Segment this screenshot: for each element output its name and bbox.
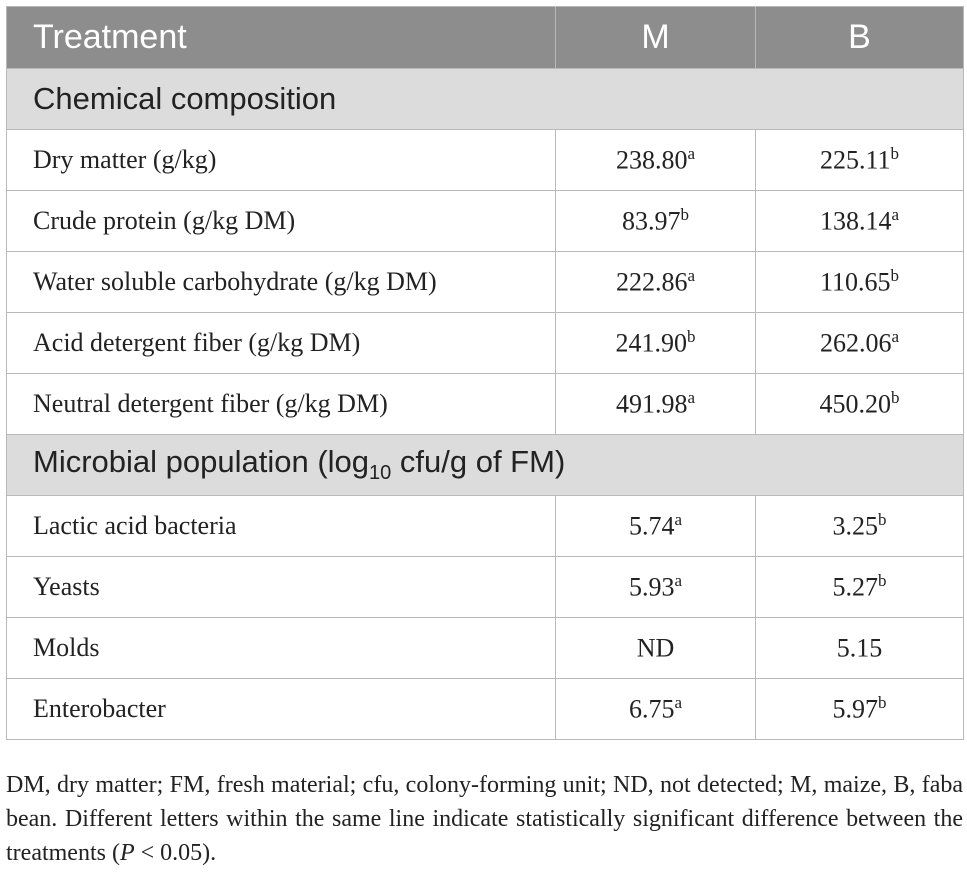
table-row — [7, 191, 964, 252]
section-chemical-composition — [7, 69, 964, 130]
row-label: Acid detergent fiber (g/kg DM) — [7, 313, 556, 374]
value-m: 5.74$^a$ — [556, 496, 756, 557]
row-label: Molds — [7, 618, 556, 679]
table-footnote: DM, dry matter; FM, fresh material; cfu, colony-forming unit; ND, not detected; M, maize, B, faba bean. Different letters within the same line indicate statistically significant difference between the treatments (P < 0.05). — [6, 772, 963, 866]
row-label: Water soluble carbohydrate (g/kg DM) — [7, 252, 556, 313]
row-label: Lactic acid bacteria — [7, 496, 556, 557]
value-b: 138.14$^a$ — [756, 191, 964, 252]
value-b: 5.27$^b$ — [756, 557, 964, 618]
header-m: M — [556, 7, 756, 69]
value-m: ND — [556, 618, 756, 679]
value-m: 491.98$^a$ — [556, 374, 756, 435]
value-m: 241.90$^b$ — [556, 313, 756, 374]
value-b: 5.15 — [756, 618, 964, 679]
composition-table — [6, 6, 964, 740]
table-row — [7, 557, 964, 618]
row-label: Yeasts — [7, 557, 556, 618]
table-row — [7, 374, 964, 435]
value-m: 83.97$^b$ — [556, 191, 756, 252]
header-treatment: Treatment — [7, 7, 556, 69]
value-b: 110.65$^b$ — [756, 252, 964, 313]
header-b: B — [756, 7, 964, 69]
value-b: 450.20$^b$ — [756, 374, 964, 435]
value-b: 5.97$^b$ — [756, 679, 964, 740]
table-row — [7, 496, 964, 557]
section-title: Chemical composition — [7, 69, 964, 130]
section-microbial-population — [7, 435, 964, 496]
value-b: 225.11$^b$ — [756, 130, 964, 191]
table-row — [7, 679, 964, 740]
value-b: 262.06$^a$ — [756, 313, 964, 374]
table-row — [7, 252, 964, 313]
table-row — [7, 618, 964, 679]
row-label: Neutral detergent fiber (g/kg DM) — [7, 374, 556, 435]
table-row — [7, 313, 964, 374]
row-label: Enterobacter — [7, 679, 556, 740]
row-label: Crude protein (g/kg DM) — [7, 191, 556, 252]
table-header-row — [7, 7, 964, 69]
value-b: 3.25$^b$ — [756, 496, 964, 557]
value-m: 6.75$^a$ — [556, 679, 756, 740]
value-m: 238.80$^a$ — [556, 130, 756, 191]
row-label: Dry matter (g/kg) — [7, 130, 556, 191]
value-m: 5.93$^a$ — [556, 557, 756, 618]
section-title: Microbial population ($\log_{10}$ cfu/g of FM) — [7, 435, 964, 496]
value-m: 222.86$^a$ — [556, 252, 756, 313]
table-row — [7, 130, 964, 191]
